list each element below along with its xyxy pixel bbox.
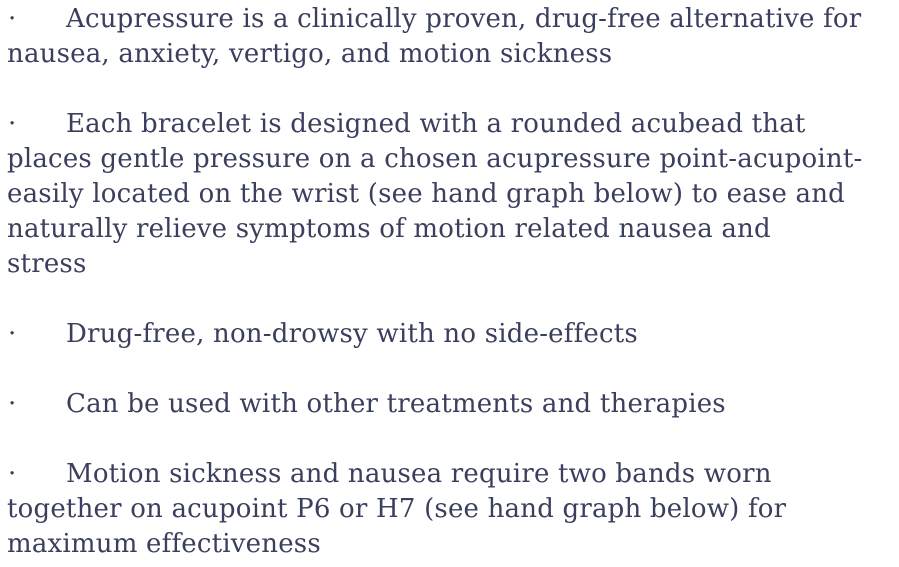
bullet-line: Drug-free, non-drowsy with no side-effects [66, 319, 638, 349]
bullet-marker: · [8, 4, 17, 34]
bullet-item [7, 2, 891, 72]
bullet-line: together on acupoint P6 or H7 (see hand graph below) for [7, 494, 787, 524]
bullet-item [7, 317, 891, 352]
bullet-line: Motion sickness and nausea require two bands worn [66, 459, 772, 489]
bullet-line: stress [7, 249, 87, 279]
bullet-line: Each bracelet is designed with a rounded acubead that [66, 109, 806, 139]
bullet-item [7, 107, 891, 282]
bullet-line: nausea, anxiety, vertigo, and motion sickness [7, 39, 613, 69]
bullet-line: Acupressure is a clinically proven, drug-free alternative for [66, 4, 862, 34]
bullet-line: places gentle pressure on a chosen acupressure point-acupoint- [7, 144, 863, 174]
bullet-marker: · [8, 319, 17, 349]
bullet-line: easily located on the wrist (see hand graph below) to ease and [7, 179, 846, 209]
bullet-line: naturally relieve symptoms of motion related nausea and [7, 214, 771, 244]
bullet-line: Can be used with other treatments and therapies [66, 389, 726, 419]
bullet-line: maximum effectiveness [7, 529, 321, 559]
bullet-item [7, 457, 891, 562]
bullet-item [7, 387, 891, 422]
bullet-marker: · [8, 389, 17, 419]
bullet-marker: · [8, 109, 17, 139]
bullet-marker: · [8, 459, 17, 489]
